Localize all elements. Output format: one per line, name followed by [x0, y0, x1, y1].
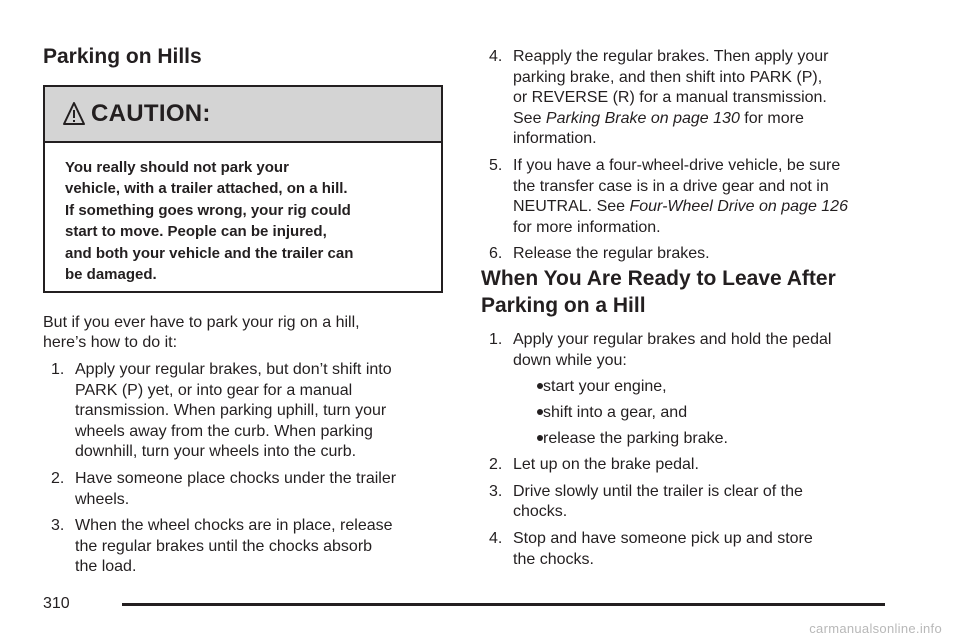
list-item: 3. Drive slowly until the trailer is clear of the chocks. — [489, 482, 803, 521]
caution-line: vehicle, with a trailer attached, on a hill. — [65, 180, 348, 198]
caution-line: be damaged. — [65, 266, 157, 284]
bullet-item: shift into a gear, and — [513, 403, 919, 423]
caution-line: If something goes wrong, your rig could — [65, 201, 351, 219]
bullet-item: release the parking brake. — [513, 429, 919, 449]
caution-line: start to move. People can be injured, — [65, 223, 327, 241]
cross-reference: Parking Brake on page 130 — [545, 109, 740, 127]
warning-icon — [63, 102, 85, 126]
leave-steps-list — [489, 330, 919, 570]
caution-line: and both your vehicle and the trailer can — [65, 244, 354, 262]
watermark: carmanualsonline.info — [809, 621, 942, 636]
list-item: 2. Let up on the brake pedal. — [489, 456, 699, 474]
page-number: 310 — [43, 595, 70, 612]
list-item: 4. Reapply the regular brakes. Then apply your parking brake, and then shift into PARK (P), or REVERSE (R) for a manual transmission. See Parking Brake on page 130 for more information. — [489, 48, 829, 148]
caution-box — [43, 85, 443, 293]
footer-rule — [122, 603, 885, 606]
list-item: 2. Have someone place chocks under the trailer wheels. — [51, 469, 397, 508]
list-item: 5. If you have a four-wheel-drive vehicle, be sure the transfer case is in a drive gear and not in NEUTRAL. See Four-Wheel Drive on page 126 for more information. — [489, 156, 848, 236]
list-item: 1. Apply your regular brakes and hold the pedal down while you: start your engine, shift into a gear, and release the parking brake. — [489, 330, 919, 449]
caution-title: CAUTION: — [91, 100, 211, 127]
parking-steps-list — [51, 360, 451, 578]
list-item: 3. When the wheel chocks are in place, release the regular brakes until the chocks absorb the load. — [51, 517, 393, 576]
list-item: 6. Release the regular brakes. — [489, 245, 710, 263]
cross-reference: Four-Wheel Drive on page 126 — [629, 198, 848, 216]
caution-text — [45, 143, 441, 285]
list-item: 4. Stop and have someone pick up and store the chocks. — [489, 529, 813, 568]
list-item: 1. Apply your regular brakes, but don’t shift into PARK (P) yet, or into gear for a manual transmission. When parking uphill, turn your wheels away from the curb. When parking downhill, turn your wheels into the curb. — [51, 361, 392, 461]
caution-line: You really should not park your — [65, 159, 289, 176]
page-footer — [43, 594, 885, 614]
bullet-list — [513, 377, 919, 449]
parking-steps-continued-list — [489, 47, 919, 265]
section-heading-ready-to-leave: When You Are Ready to Leave After Parking on a Hill — [481, 267, 836, 317]
bullet-item: start your engine, — [513, 377, 919, 397]
intro-paragraph: But if you ever have to park your rig on a hill, here’s how to do it: — [43, 314, 360, 351]
section-heading-parking-on-hills: Parking on Hills — [43, 45, 202, 68]
caution-header — [45, 87, 441, 143]
